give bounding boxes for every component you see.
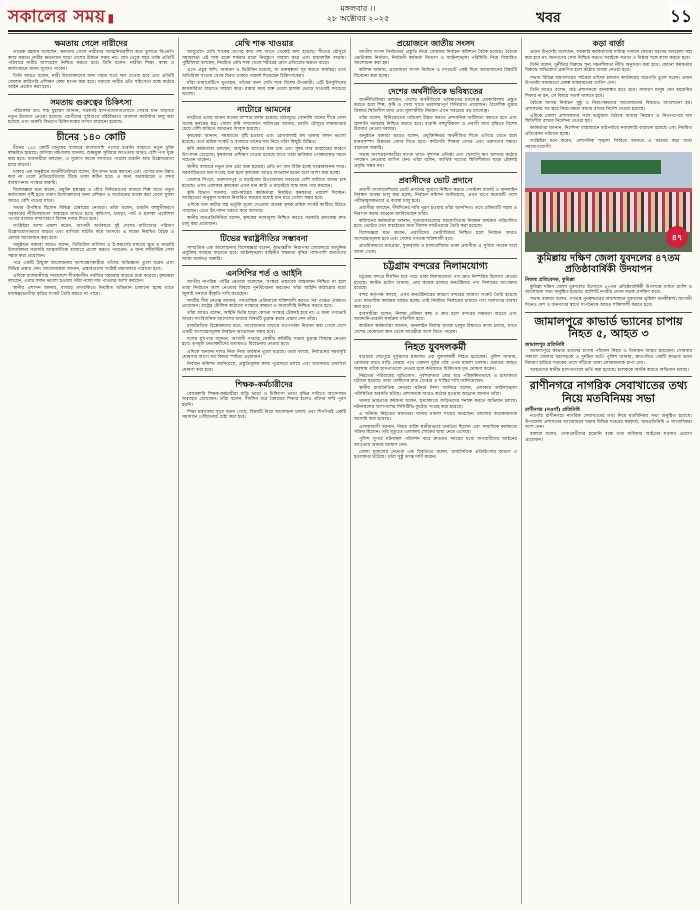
page-number: ১১ xyxy=(670,4,692,32)
story-paragraph: জেলা যুবদলের নেতারা এক বিবৃতিতে বলেন, রাজনৈতিক প্রতিহিংসার কারণে এ হত্যাকাণ্ড ঘটেছে। তাঁরা সুষ্ঠু তদন্ত দাবি করেন। xyxy=(354,449,517,461)
story-divider xyxy=(182,265,346,266)
story-headline: প্রয়োজনে জাতীয় সংসদ xyxy=(396,38,475,48)
story-headline: কড়া বার্তা xyxy=(592,38,625,48)
story-paragraph: পুলিশ সুপার ঘটনাস্থল পরিদর্শন করে দ্রুততম সময়ের মধ্যে অপরাধীদের আইনের আওতায় আনার আশ্বাস দেন। xyxy=(354,437,517,448)
story-paragraph: অনুষ্ঠানে বক্তারা আরও বলেন, ডিজিটাল বাণিজ্য ও ই-কমার্সের মাধ্যমে ক্ষুদ্র ও মাঝারি উদ্যোক্তারা সরাসরি আন্তর্জাতিক বাজারে প্রবেশ করতে পারবেন। এ জন্য লজিস্টিক সেবা সহজ করা প্রয়োজন। xyxy=(8,242,174,259)
story-paragraph: জামালপুরে কাভার্ড ভ্যানের চাপায় পাঁচজন নিহত ও তিনজন আহত হয়েছেন। সোমবার সকালে জেলার মহাসড়কে এ দুর্ঘটনা ঘটে। পুলিশ জানায়, দ্রুতগতির একটি কাভার্ড ভ্যান নিয়ন্ত্রণ হারিয়ে সড়কের পাশে দাঁড়িয়ে থাকা লোকজনকে চাপা দেয়। xyxy=(525,349,692,366)
story-paragraph: প্রাথমিকভাবে মধ্যপ্রাচ্য, যুক্তরাজ্য ও মালয়েশিয়ায় থাকা প্রবাসীরা এ সুবিধা পাবেন বলে জানা গেছে। xyxy=(354,244,517,255)
anniversary-badge: ৪৭ xyxy=(666,226,688,248)
story-paragraph: স্থানীয় বাজারে নতুন ধান ওঠা শুরু হয়েছে। প্রতি মণ ধান বিক্রি হচ্ছে সন্তোষজনক দামে। সরকারিভাবে ধান সংগ্রহ শুরু হলে কৃষকেরা আরও লাভবান হবেন বলে আশা করা হচ্ছে। xyxy=(182,165,346,176)
story-headline: মেথি শাক খাওয়ার xyxy=(234,38,294,48)
masthead-rule xyxy=(8,30,692,32)
story-paragraph: সংশ্লিষ্টরা মনে করেন, প্রশাসনিক শৃঙ্খলা ফিরিয়ে আনতে এ ধরনের কড়া বার্তা সময়োপযোগী। xyxy=(525,139,692,150)
story-paragraph: সংশ্লিষ্টরা আশা প্রকাশ করেন, আগামী অর্থবছরে দুই দেশের বাণিজ্যের পরিমাণ উল্লেখযোগ্যভাবে বাড়বে এবং বাণিজ্য ঘাটতি কমে আসবে। এ লক্ষ্যে নিয়মিত বৈঠক ও মেলার আয়োজন করা হবে। xyxy=(8,224,174,241)
story-divider xyxy=(182,230,346,231)
story-paragraph: প্রধান উপদেষ্টা বলেছেন, সরকারি কর্মকর্তাদের দায়িত্ব পালনে কোনো ধরনের অবহেলা সহ্য করা হবে না। জনগণের সেবা নিশ্চিত করতে সবাইকে সততা ও নিষ্ঠার সঙ্গে কাজ করতে হবে। xyxy=(525,50,692,61)
story-paragraph: চীনের ১৪০ কোটি মানুষের বাজারে বাংলাদেশি পণ্যের রপ্তানি বাড়াতে নতুন চুক্তি স্বাক্ষরিত হয়েছে। বাণিজ্য মন্ত্রণালয় জানায়, শুল্কমুক্ত সুবিধার আওতায় আরও বেশি পণ্য যুক্ত করা হবে। ব্যবসায়ীরা বলছেন, এ সুযোগ কাজে লাগাতে পারলে রপ্তানি আয় উল্লেখযোগ্য হারে বাড়বে। xyxy=(8,145,174,168)
story-paragraph: কুমিল্লা দক্ষিণ জেলা যুবদলের উদ্যোগে ৪৭তম প্রতিষ্ঠাবার্ষিকী উপলক্ষে বর্ণাঢ্য র‍্যালি ও আলোচনা সভা অনুষ্ঠিত হয়েছে। র‍্যালিটি নগরীর প্রধান সড়ক প্রদক্ষিণ করে। xyxy=(525,284,692,296)
story-paragraph: কর্মকর্তারা জানান, নির্দেশনা বাস্তবায়নে মাঠপর্যায়ে নজরদারি বাড়ানো হয়েছে এবং নিয়মিত প্রতিবেদন পাঠানো হচ্ছে। xyxy=(525,126,692,137)
story-headline: সমতায় গুরুত্বের চিকিৎসা xyxy=(50,96,132,107)
story-paragraph: কৃষি কর্মকর্তারা বলছেন, আধুনিক জাতের ধান চাষ এবং সুষম সার ব্যবহারের কারণে উৎপাদন বেড়েছে। কৃষকদের প্রশিক্ষণ দেওয়া হয়েছে যাতে তারা ক্ষতিকর পোকামাকড় দমনে সচেতন থাকেন। xyxy=(182,147,346,164)
story-paragraph: তিনি বলেন, দুর্নীতির বিরুদ্ধে শূন্য সহনশীলতা নীতি অনুসরণ করা হবে। কোনো কর্মকর্তার বিরুদ্ধে অভিযোগ প্রমাণিত হলে কঠোর ব্যবস্থা নেওয়া হবে। xyxy=(525,62,692,74)
story-paragraph: এ ঘটনায় নিহতের স্বজনেরা থানায় মামলা দায়ের করেছেন। মামলায় কয়েকজনকে আসামি করা হয়েছে। xyxy=(354,411,517,423)
story-headline: রাণীনগরে নাগরিক সেবাখাতের তথ্য নিয়ে মতবিনিময় সভা xyxy=(529,379,688,405)
story-paragraph: বৈঠকে আসন্ন নির্বাচন সুষ্ঠু ও নিরপেক্ষভাবে আয়োজনের বিষয়েও আলোচনা হয়। প্রশাসনের সব স্তরে নিরপেক্ষতা বজায় রাখার নির্দেশ দেওয়া হয়েছে। xyxy=(525,100,692,112)
story-paragraph: বগুড়ার শেরপুরে দুর্বৃত্তদের হামলায় এক যুবদলকর্মী নিহত হয়েছেন। পুলিশ জানায়, রোববার রাতে বাড়ি ফেরার পথে একদল দুর্বৃত্ত তাঁর ওপর হামলা চালায়। গুরুতর আহত অবস্থায় তাঁকে হাসপাতালে নেওয়া হলে কর্তব্যরত চিকিৎসক মৃত ঘোষণা করেন। xyxy=(354,355,517,372)
story-paragraph: বিশেষজ্ঞরা মনে করেন, প্রযুক্তি হস্তান্তর ও যৌথ বিনিয়োগের মাধ্যমে শিল্প খাতে নতুন কর্মসংস্থান সৃষ্টি হবে। তরুণ উদ্যোক্তাদের জন্য প্রশিক্ষণ ও অর্থায়নের ব্যবস্থা করা গেলে সুফল আরও বেশি পাওয়া যাবে। xyxy=(8,187,174,205)
story-byline: রাণীনগর (নওগাঁ) প্রতিনিধি xyxy=(525,406,580,413)
story-paragraph: বন্দর কর্তৃপক্ষ বলছে, এসব কনটেইনারের কারণে বন্দরের জায়গা সংকট তৈরি হয়েছে এবং স্বাভাবিক কার্যক্রম ব্যাহত হচ্ছে। তাই নিয়মিত নিলামের মাধ্যমে পণ্য খালাসের ব্যবস্থা করা হবে। xyxy=(354,293,517,310)
story-paragraph: স্থানীয় রাজনৈতিক নেতারা ঘটনার নিন্দা জানিয়ে বলেন, এলাকায় আইনশৃঙ্খলা পরিস্থিতির অবনতি ঘটছে। প্রশাসনকে আরও কঠোর হওয়ার আহ্বান জানান তাঁরা। xyxy=(354,386,517,398)
story-paragraph: আহতদের স্থানীয় হাসপাতালে ভর্তি করা হয়েছে। চালককে আটক করতে অভিযান চলছে। xyxy=(530,367,689,373)
story-paragraph: জাতীয় নাগরিক পার্টির নেতারা বলেছেন, সংস্কার প্রস্তাবের বাস্তবায়ন নিশ্চিত না হলে তারা নির্বাচনে অংশ নেওয়ার বিষয়ে পুনর্বিবেচনা করবেন। তাঁরা আইনি কাঠামোর মধ্যে জুলাই সনদের স্বীকৃতি দাবি করেছেন। xyxy=(182,280,346,297)
story-paragraph: নির্বাচন কমিশন জানিয়েছে, প্রস্তুতিমূলক কাজ পুরোদমে চলছে এবং যথাসময়ে তফসিল ঘোষণা করা হবে। xyxy=(182,362,346,373)
story-paragraph: তাঁরা বলেন, বিনিয়োগের পরিবেশ উন্নত করতে প্রশাসনিক জটিলতা কমাতে হবে এবং জ্বালানি সরবরাহ নিশ্চিত করতে হবে। রপ্তানি বহুমুখীকরণ ও প্রবাসী আয় বৃদ্ধিতে বিশেষ উদ্যোগ নেওয়া দরকার। xyxy=(354,116,517,133)
story-paragraph: তিনি আরও বলেন, মাঠ প্রশাসনকে জনবান্ধব হতে হবে। সাধারণ মানুষ যেন হয়রানির শিকার না হন, সে বিষয়ে সতর্ক থাকতে হবে। xyxy=(525,88,692,99)
story-headline: দেশের অর্থনীতিকে ভবিষ্যতের xyxy=(388,85,483,96)
story-paragraph: তিনি আরও বলেন, নারী উদ্যোক্তাদের জন্য সহজ শর্তে ঋণ দেওয়া হবে এবং প্রতিটি জেলায় কারিগরি প্রশিক্ষণ কেন্দ্র স্থাপন করা হবে। সমাজে নারীর প্রতি সহিংসতা বন্ধে কঠোর আইন প্রয়োগ করা হবে। xyxy=(8,74,174,91)
story-byline: জামালপুর প্রতিনিধি xyxy=(525,341,565,348)
rally-photo xyxy=(525,152,692,252)
story-paragraph: স্থানীয় জনপ্রতিনিধিরা বলেন, কৃষকের ন্যায্যমূল্য নিশ্চিত করতে সরকারি ক্রয়কেন্দ্র দ্রুত চালু করা প্রয়োজন। xyxy=(182,216,346,227)
logo-mark-icon: ▮ xyxy=(107,11,115,25)
day-label: মঙ্গলবার ।। xyxy=(340,4,376,13)
story-divider xyxy=(8,94,174,95)
story-divider xyxy=(182,376,346,377)
story-paragraph: নিহতের পরিবারের অভিযোগ, পূর্বশত্রুতার জের ধরে পরিকল্পিতভাবে এ হত্যাকাণ্ড ঘটানো হয়েছে। তারা দোষীদের দ্রুত গ্রেপ্তার ও শাস্তির দাবি জানিয়েছেন। xyxy=(354,373,517,385)
story-paragraph: দলের মুখপাত্র জানান, আগামী সপ্তাহে কেন্দ্রীয় কমিটির সভায় চূড়ান্ত সিদ্ধান্ত নেওয়া হবে। তৃণমূল নেতাকর্মীদের মতামতও বিবেচনায় নেওয়া হবে। xyxy=(182,336,346,348)
section-title: খবর xyxy=(536,10,561,26)
column-divider xyxy=(521,38,522,904)
story-paragraph: প্রবাসী বাংলাদেশিদের ভোট প্রদানের সুযোগ নিশ্চিত করতে পোস্টাল ব্যালট ও অনলাইন নিবন্ধন ব্যবস্থা চালু করা হচ্ছে। নির্বাচন কমিশন জানিয়েছে, প্রথম ধাপে কয়েকটি দেশে পরীক্ষামূলকভাবে এ ব্যবস্থা চালু হবে। xyxy=(354,187,517,204)
photo-crowd xyxy=(525,192,692,232)
story-paragraph: ঢাকার এক অনুষ্ঠানে অর্থনীতিবিদরা বলেন, উৎপাদন খরচ কমানো এবং পণ্যের মান উন্নত করা না গেলে প্রতিযোগিতায় টিকে থাকা কঠিন হবে। এ জন্য অবকাঠামো ও বন্দর ব্যবস্থাপনায় সংস্কার জরুরি। xyxy=(8,169,174,186)
story-paragraph: এদিকে অন্যান্য দলও নিজ নিজ অবস্থান তুলে ধরেছে। তারা বলছে, নির্বাচনের সময়সূচি ঘোষণার আগে সব বিষয়ে স্পষ্টতা প্রয়োজন। xyxy=(182,349,346,361)
masthead xyxy=(8,4,692,26)
story-paragraph: এলাকাবাসী জানান, নিহত ব্যক্তি স্থানীয়ভাবে জনপ্রিয় ছিলেন এবং সামাজিক কর্মকাণ্ডে সক্রিয় ছিলেন। তাঁর মৃত্যুতে এলাকায় শোকের ছায়া নেমে এসেছে। xyxy=(354,424,517,436)
story-paragraph: সভায় উপস্থিত ছিলেন বিভিন্ন চেম্বারের নেতারা। তাঁরা বলেন, রপ্তানি বহুমুখীকরণে সরকারের নীতিসহায়তা অব্যাহত রাখতে হবে। কৃষিপণ্য, চামড়া, পাট ও হালকা প্রকৌশল পণ্যের বাজার সম্প্রসারণে বিশেষ নজর দিতে হবে। xyxy=(8,206,174,223)
story-divider xyxy=(354,83,517,84)
story-headline: ক্ষমতায় গেলে নারীদের xyxy=(54,38,128,48)
story-paragraph: কাস্টমস কর্মকর্তারা জানান, অনলাইন নিলাম ব্যবস্থা চালুর বিষয়েও কাজ চলছে, যাতে দেশের যেকোনো স্থান থেকে আগ্রহীরা অংশ নিতে পারেন। xyxy=(354,324,517,335)
story-paragraph: নওগাঁর রাণীনগরে নাগরিক সেবাখাতের তথ্য নিয়ে মতবিনিময় সভা অনুষ্ঠিত হয়েছে। উপজেলা প্রশাসনের আয়োজনে সভায় বিভিন্ন দপ্তরের কর্মকর্তা, জনপ্রতিনিধি ও সাংবাদিকরা অংশ নেন। xyxy=(525,414,692,431)
story-divider xyxy=(182,101,346,102)
story-divider xyxy=(525,376,692,377)
story-paragraph: এতে প্রচুর আঁশ, আয়রন ও ভিটামিন রয়েছে, যা রক্তস্বল্পতা দূর করতে কার্যকর। তবে অতিরিক্ত খাওয়া থেকে বিরত থাকার পরামর্শ দিয়েছেন চিকিৎসকেরা। xyxy=(182,68,346,80)
column-4 xyxy=(525,38,692,904)
story-paragraph: আয়ুর্বেদে মেথি শাকের গুণের কথা বহু আগে থেকেই বলা হয়েছে। শীতের মৌসুমে সহজলভ্য এই শাক রক্তে শর্করার মাত্রা নিয়ন্ত্রণে সাহায্য করে এবং হজমশক্তি বাড়ায়। পুষ্টিবিদরা বলছেন, নিয়মিত মেথি শাক খেলে শরীরের রোগ প্রতিরোধ ক্ষমতা বাড়ে। xyxy=(182,50,346,67)
column-2 xyxy=(182,38,346,904)
story-paragraph: বক্তারা বলেন, সেবাপ্রার্থীদের হয়রানি বন্ধে তথ্য অধিকার আইনের যথাযথ প্রয়োগ প্রয়োজন। xyxy=(525,432,692,443)
story-headline: নাটোরে আমনের xyxy=(237,103,291,114)
story-paragraph: বিশেষজ্ঞরা মনে করেন, প্রবাসীদের ভোটাধিকার নিশ্চিত হলে নির্বাচন আরও অংশগ্রহণমূলক হবে এবং দেশের গণতন্ত্র শক্তিশালী হবে। xyxy=(354,231,517,242)
story-paragraph: অর্থনীতিবিদরা বলছেন, দেশের অর্থনীতিকে ভবিষ্যতের চ্যালেঞ্জ মোকাবিলায় প্রস্তুত করতে হলে শিল্প, কৃষি ও সেবা খাতে ভারসাম্যপূর্ণ বিনিয়োগ প্রয়োজন। বৈদেশিক মুদ্রার রিজার্ভ স্থিতিশীল রাখা এবং মূল্যস্ফীতি নিয়ন্ত্রণ এখন সবচেয়ে বড় চ্যালেঞ্জ। xyxy=(354,97,517,115)
story-paragraph: যাঁরা ডায়াবেটিসে ভুগছেন, তাঁদের জন্য মেথি শাক বিশেষ উপকারী। এটি ইনসুলিনের কার্যকারিতা বাড়াতে সাহায্য করে। রান্নার সময় অল্প তেলে হালকা ভেজে খাওয়াই সবচেয়ে ভালো। xyxy=(182,81,346,98)
story-paragraph: এদিকে ধান কাটার যন্ত্র ভর্তুকি মূল্যে দেওয়ায় অনেক কৃষক শ্রমিক সংকট কাটিয়ে উঠতে পারছেন। এতে উৎপাদন খরচও কমে আসছে। xyxy=(182,203,346,215)
date-label: ২৮ অক্টোবর ২০২৫ xyxy=(326,14,390,23)
story-paragraph: কমিশনের কর্মকর্তারা জানান, দূতাবাসগুলোর সহযোগিতায় নিবন্ধন কার্যক্রম পরিচালিত হবে। ভোটার তথ্য যাচাইয়ের জন্য বিশেষ সফটওয়্যার তৈরি করা হয়েছে। xyxy=(354,218,517,230)
story-paragraph: কৃষি বিভাগ জানায়, মাঠপর্যায়ের কর্মকর্তারা নিয়মিত কৃষকদের পরামর্শ দিচ্ছেন। আবহাওয়া অনুকূল থাকলে নির্ধারিত সময়ের মধ্যেই ধান ঘরে তোলা সম্ভব হবে। xyxy=(182,190,346,202)
logo-text: সকালের সময় xyxy=(8,7,106,27)
story-divider xyxy=(525,312,692,313)
story-paragraph: প্রবাসীরা বলছেন, দীর্ঘদিনের দাবি পূরণ হওয়ায় তাঁরা আনন্দিত। তবে প্রক্রিয়াটি সহজ ও নিরাপদ করার আহ্বান জানিয়েছেন তাঁরা। xyxy=(354,205,517,217)
story-paragraph: জেলার সিংড়া, গুরুদাসপুর ও বড়াইগ্রাম উপজেলায় সবচেয়ে বেশি জমিতে আমন চাষ হয়েছে। এসব এলাকার কৃষকেরা এখন ধান কাটা ও মাড়াইয়ে ব্যস্ত সময় পার করছেন। xyxy=(182,178,346,189)
story-headline: জামালপুরে কাভার্ড ভ্যানের চাপায় নিহত ৫, আহত ৩ xyxy=(534,314,683,341)
story-paragraph: এদিকে জেলা প্রশাসকদের সঙ্গে ভার্চুয়াল বৈঠকে বাজার নিয়ন্ত্রণ ও নিত্যপণ্যের দাম স্থিতিশীল রাখার নির্দেশনা দেওয়া হয়। xyxy=(525,113,692,125)
story-paragraph: রাজনৈতিক বিশ্লেষকদের মতে, আলোচনার মাধ্যমে মতপার্থক্য নিরসন করা গেলে দেশে একটি অংশগ্রহণমূলক নির্বাচন আয়োজন সম্ভব হবে। xyxy=(182,324,346,335)
column-divider xyxy=(350,38,351,904)
story-paragraph: ব্যবসায়ীরা বলেন, নিলাম প্রক্রিয়া স্বচ্ছ ও দ্রুত হলে বন্দরের সক্ষমতা বাড়বে এবং আমদানি-রপ্তানি কার্যক্রম গতিশীল হবে। xyxy=(354,311,517,323)
story-headline: প্রবাসীদের ভোট প্রদানে xyxy=(398,175,473,186)
column-1 xyxy=(8,38,174,904)
story-headline: টিভের স্বরাষ্ট্রনীতির সম্ভাবনা xyxy=(220,233,308,244)
story-paragraph: স্থানীয় প্রশাসন জানায়, বাজার তদারকিতে নিয়মিত অভিযান চালানো হচ্ছে যাতে মধ্যস্বত্বভোগীরা কৃত্রিম সংকট তৈরি করতে না পারে। xyxy=(8,286,174,297)
photo-banner xyxy=(541,160,661,174)
newspaper-logo xyxy=(8,4,115,32)
story-paragraph: সভায় বিভিন্ন মন্ত্রণালয়ের সচিবরা তাঁদের চলমান কার্যক্রমের অগ্রগতি তুলে ধরেন। প্রধান উপদেষ্টা সময়মতো প্রকল্প বাস্তবায়নের তাগিদ দেন। xyxy=(525,75,692,87)
story-paragraph: জাতীয় সংসদ নির্বাচনের প্রস্তুতি নিয়ে সোমবার নির্বাচন কমিশনে বৈঠক হয়েছে। বৈঠকে ভোটকেন্দ্র নির্ধারণ, নির্বাচনী কর্মকর্তা নিয়োগ ও আইনশৃঙ্খলা পরিস্থিতি নিয়ে বিস্তারিত আলোচনা করা হয়। xyxy=(354,50,517,67)
column-3 xyxy=(354,38,517,904)
story-paragraph: পরিচালক ডাঃ শাহ মুহাম্মদ জানান, সরকারি হাসপাতালগুলোতে সেবার মান বাড়াতে নতুন উদ্যোগ নেওয়া হয়েছে। রোগীদের সুবিধার্থে বহির্বিভাগে আলাদা কাউন্টার চালু করা হয়েছে এবং জরুরি বিভাগে চিকিৎসকের সংখ্যা বাড়ানো হয়েছে। xyxy=(8,109,174,126)
story-headline: শিক্ষক-কর্মচারীদের xyxy=(235,379,293,390)
date-block xyxy=(298,4,418,24)
story-paragraph: কৃষকেরা জানান, সময়মতো বৃষ্টি হওয়ায় এবং রোগবালাই কম থাকায় ফলন ভালো হয়েছে। তবে শ্রমিক সংকট ও বাজারে ধানের দাম নিয়ে তাঁরা কিছুটা চিন্তিত। xyxy=(182,134,346,145)
story-paragraph: সভায় বক্তারা বলেন, গণতন্ত্র পুনরুদ্ধারের আন্দোলনে যুবদলের ভূমিকা অনস্বীকার্য। আগামী দিনেও দেশ ও জনগণের স্বার্থে সংগঠনকে আরও শক্তিশালী করতে হবে। xyxy=(525,297,692,308)
story-headline: চীনের ১৪০ কোটি xyxy=(56,131,126,143)
story-headline: কুমিল্লায় দক্ষিণ জেলা যুবদলের ৪৭তম প্রতিষ্ঠাবার্ষিকী উদযাপন xyxy=(537,253,680,276)
story-paragraph: দলটির শীর্ষ নেতৃত্ব জানান, গণতান্ত্রিক প্রক্রিয়াকে শক্তিশালী করতে সব পক্ষের ঐকমত্য প্রয়োজন। রাষ্ট্রের মৌলিক কাঠামো সংস্কারে স্বচ্ছতা ও জবাবদিহি নিশ্চিত করতে হবে। xyxy=(182,298,346,310)
story-paragraph: অনুষ্ঠানে বক্তারা আরও বলেন, প্রযুক্তিনির্ভর অর্থনীতির দিকে এগিয়ে যেতে হলে মানবসম্পদ উন্নয়নে জোর দিতে হবে। কারিগরি শিক্ষার প্রসার এবং তরুণদের দক্ষতা বাড়ানো জরুরি। xyxy=(354,134,517,151)
story-paragraph: সাম্প্রতিক এক আলোচনায় বিশেষজ্ঞরা বলেন, অভ্যন্তরীণ নিরাপত্তা জোরদারে আধুনিক প্রযুক্তির ব্যবহার বাড়াতে হবে। আইনশৃঙ্খলা বাহিনীর সক্ষমতা বৃদ্ধির পাশাপাশি জনগণের আস্থা অর্জনও জরুরি। xyxy=(182,245,346,262)
story-paragraph: শিক্ষা মন্ত্রণালয় সূত্রে জানা গেছে, বিষয়টি নিয়ে আলোচনা চলছে এবং শিগগিরই একটি সমাধানে পৌঁছানোর চেষ্টা করা হবে। xyxy=(182,409,346,421)
story-headline: নিহত যুবদলকর্মী xyxy=(404,341,467,353)
story-paragraph: নাটোরে এবার আমন ধানের বাম্পার ফলন হয়েছে। মাঠজুড়ে সোনালি ধানের শীষে দোল খাচ্ছে কৃষকের স্বপ্ন। জেলা কৃষি সম্প্রসারণ অধিদপ্তর জানায়, চলতি মৌসুমে লক্ষ্যমাত্রার চেয়ে বেশি জমিতে আমনের আবাদ হয়েছে। xyxy=(182,116,346,133)
story-paragraph: বেসরকারি শিক্ষক-কর্মচারীরা বাড়ি ভাড়া ও চিকিৎসা ভাতা বৃদ্ধির দাবিতে আন্দোলন অব্যাহত রেখেছেন। তাঁরা বলেন, দীর্ঘদিন ধরে বৈষম্যের শিকার হলেও তাঁদের দাবি পূরণ হয়নি। xyxy=(182,391,346,408)
story-paragraph: তাঁরা আরও বলেন, আইনি ভিত্তি ছাড়া কোনো সংস্কার টেকসই হবে না। এ জন্য গণভোট অথবা সাংবিধানিক আদেশের মাধ্যমে বিষয়টি চূড়ান্ত করার প্রস্তাব দেন তাঁরা। xyxy=(182,311,346,323)
story-headline: এনসিপির শর্ত ও আইনি xyxy=(225,268,303,279)
story-paragraph: থানার ভারপ্রাপ্ত কর্মকর্তা বলেন, হত্যাকাণ্ডে জড়িতদের শনাক্ত করতে অভিযান চলছে। ঘটনাস্থলের আশপাশের সিসিটিভি ফুটেজ সংগ্রহ করা হয়েছে। xyxy=(354,399,517,410)
column-divider xyxy=(178,38,179,904)
story-paragraph: তারেক রহমান বলেছেন, ক্ষমতায় গেলে নারীদের আত্মনির্ভরশীল করে তুলতে বিএনপি কাজ করবে। নারীর ক্ষমতায়ন ছাড়া দেশের উন্নয়ন সম্ভব নয়। গ্রাম থেকে শহর পর্যন্ত প্রতিটি পরিবারে নারীর অংশগ্রহণ নিশ্চিত করতে হবে। তিনি বলেন, নারীরা শিক্ষা, স্বাস্থ্য ও কর্মসংস্থানে সমান সুযোগ পাবেন। xyxy=(8,50,174,72)
story-divider xyxy=(354,339,517,340)
story-paragraph: কমিশন জানায়, প্রয়োজনে সংসদ নির্বাচন ও গণভোট একই দিনে আয়োজনের বিষয়টি বিবেচনা করা হচ্ছে। xyxy=(354,68,517,80)
story-headline: চট্টগ্রাম বন্দরের নিলামযোগ্য xyxy=(383,261,488,273)
story-paragraph: সভায় অংশগ্রহণকারীরা ব্যাংক খাতে সুশাসন প্রতিষ্ঠা এবং খেলাপি ঋণ আদায়ে কঠোর পদক্ষেপ নেওয়ার তাগিদ দেন। তাঁরা বলেন, আর্থিক খাতের স্থিতিশীলতা ছাড়া টেকসই প্রবৃদ্ধি সম্ভব নয়। xyxy=(354,152,517,169)
story-paragraph: পরে একটি উন্মুক্ত আলোচনায় অংশগ্রহণকারীরা তাঁদের অভিজ্ঞতা তুলে ধরেন এবং বিভিন্ন প্রস্তাব দেন। আয়োজকরা জানান, প্রস্তাবগুলো সংশ্লিষ্ট মন্ত্রণালয়ে পাঠানো হবে। xyxy=(8,261,174,272)
story-byline: নিজস্ব প্রতিবেদক, কুমিল্লা xyxy=(525,277,575,284)
story-paragraph: চট্টগ্রাম বন্দরে দীর্ঘদিন ধরে পড়ে থাকা নিলামযোগ্য পণ্য দ্রুত নিষ্পত্তির উদ্যোগ নেওয়া হয়েছে। কাস্টম হাউস জানায়, প্রায় কয়েক হাজার কনটেইনার পণ্য নিলামের অপেক্ষায় রয়েছে। xyxy=(354,275,517,292)
story-paragraph: এদিকে রাজধানীসহ সারাদেশে শীতকালীন সবজির সরবরাহ বাড়তে শুরু করেছে। কৃষকেরা বলছেন, এবার ফলন ভালো হওয়ায় তাঁরা ন্যায্য দাম পাওয়ার আশা করছেন। xyxy=(8,273,174,285)
story-divider xyxy=(354,172,517,173)
story-divider xyxy=(354,258,517,259)
masthead-rule-thin xyxy=(8,33,692,34)
story-divider xyxy=(8,129,174,130)
